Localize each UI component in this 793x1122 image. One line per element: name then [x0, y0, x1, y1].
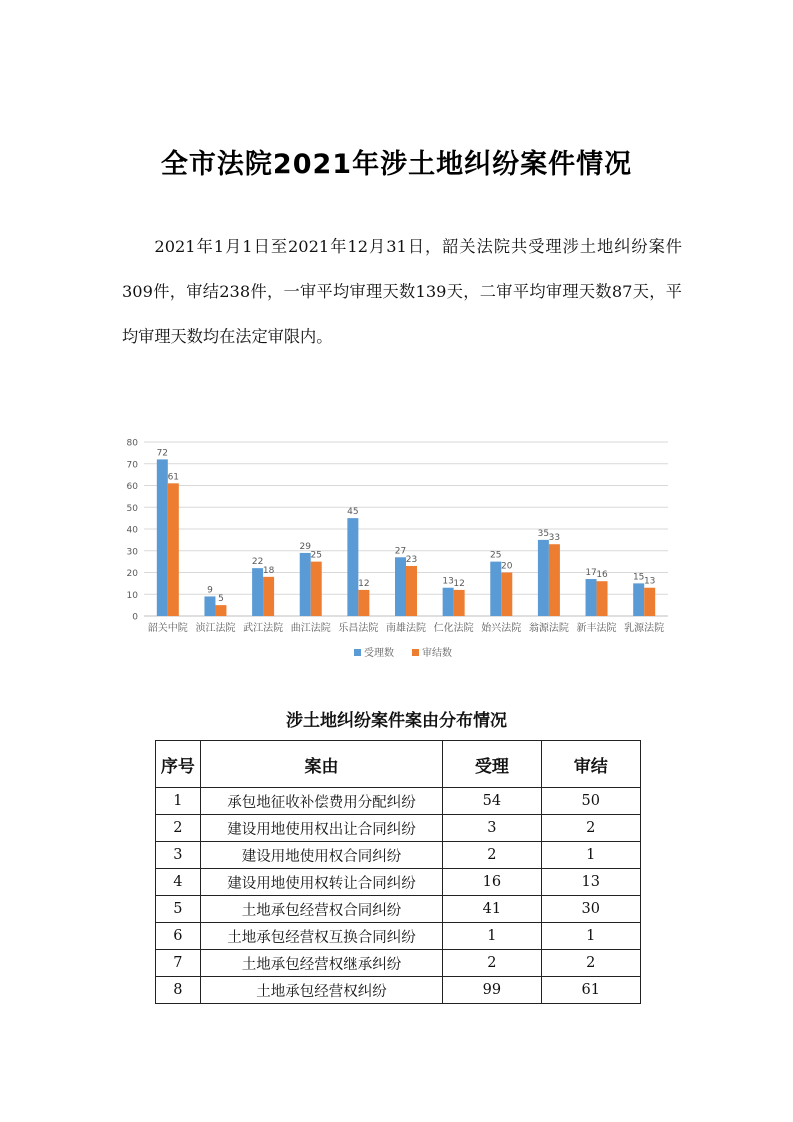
y-tick-label: 0 — [132, 612, 138, 623]
x-tick-label: 韶关中院 — [147, 623, 188, 634]
header-accepted: 受理 — [443, 741, 541, 788]
table-row — [156, 869, 641, 896]
table-row — [156, 788, 641, 815]
cell-concluded: 2 — [541, 815, 640, 842]
cell-index: 3 — [156, 842, 201, 869]
cell-concluded: 2 — [541, 950, 640, 977]
cell-concluded: 61 — [541, 977, 640, 1004]
summary-paragraph: 2021年1月1日至2021年12月31日，韶关法院共受理涉土地纠纷案件309件，审结238件，一审平均审理天数139天，二审平均审理天数87天，平均审理天数均在法定审限内。 — [122, 237, 682, 346]
bar-accepted — [633, 583, 644, 616]
cell-cause: 建设用地使用权合同纠纷 — [200, 842, 442, 869]
x-tick-label: 曲江法院 — [290, 623, 331, 634]
table-row — [156, 950, 641, 977]
data-label: 27 — [394, 546, 407, 557]
data-label: 17 — [585, 568, 597, 579]
cell-index: 2 — [156, 815, 201, 842]
bar-accepted — [395, 557, 406, 616]
bar-accepted — [204, 596, 215, 616]
y-tick-label: 60 — [126, 482, 138, 492]
case-cause-table — [155, 740, 641, 1004]
table-row — [156, 842, 641, 869]
cell-cause: 建设用地使用权转让合同纠纷 — [200, 869, 442, 896]
data-label: 18 — [262, 565, 275, 576]
legend-swatch — [354, 649, 361, 656]
y-tick-label: 80 — [126, 438, 138, 449]
y-tick-label: 40 — [126, 525, 138, 536]
data-label: 29 — [299, 541, 311, 552]
table-header-row — [156, 741, 641, 788]
page-title: 全市法院2021年涉土地纠纷案件情况 — [160, 149, 633, 180]
cell-concluded: 50 — [541, 788, 640, 815]
data-label: 13 — [442, 576, 454, 587]
bar-accepted — [347, 518, 358, 616]
x-tick-label: 始兴法院 — [481, 623, 522, 634]
bar-concluded — [358, 590, 369, 616]
bar-accepted — [443, 588, 454, 616]
y-tick-label: 30 — [126, 547, 138, 558]
data-label: 16 — [596, 570, 608, 581]
bar-concluded — [311, 562, 322, 616]
cell-index: 5 — [156, 896, 201, 923]
cell-concluded: 13 — [541, 869, 640, 896]
x-tick-label: 武江法院 — [243, 623, 284, 634]
cell-cause: 承包地征收补偿费用分配纠纷 — [200, 788, 442, 815]
y-tick-label: 10 — [126, 590, 138, 601]
legend-label: 审结数 — [422, 648, 452, 659]
cell-accepted: 2 — [443, 950, 541, 977]
cell-accepted: 41 — [443, 896, 541, 923]
data-label: 13 — [643, 576, 656, 587]
bar-concluded — [263, 577, 274, 616]
data-label: 12 — [453, 578, 465, 589]
x-tick-label: 新丰法院 — [576, 623, 617, 634]
cell-cause: 土地承包经营权合同纠纷 — [200, 896, 442, 923]
bar-concluded — [168, 483, 179, 616]
table-row — [156, 896, 641, 923]
x-tick-label: 乳源法院 — [624, 623, 665, 634]
court-case-bar-chart — [110, 430, 680, 675]
bar-concluded — [406, 566, 417, 616]
cell-accepted: 54 — [443, 788, 541, 815]
cell-index: 1 — [156, 788, 201, 815]
y-tick-label: 20 — [126, 569, 138, 579]
data-label: 23 — [405, 554, 418, 565]
cell-index: 4 — [156, 869, 201, 896]
x-tick-label: 浈江法院 — [195, 623, 236, 634]
legend-label: 受理数 — [364, 648, 394, 659]
cell-accepted: 3 — [443, 815, 541, 842]
bar-accepted — [252, 568, 263, 616]
cell-accepted: 2 — [443, 842, 541, 869]
x-tick-label: 仁化法院 — [433, 623, 474, 634]
cell-cause: 土地承包经营权继承纠纷 — [200, 950, 442, 977]
bar-concluded — [215, 605, 226, 616]
bar-accepted — [490, 562, 501, 616]
data-label: 5 — [218, 594, 224, 605]
bar-accepted — [300, 553, 311, 616]
table-row — [156, 977, 641, 1004]
cell-index: 8 — [156, 977, 201, 1004]
x-tick-label: 翁源法院 — [528, 623, 569, 634]
y-tick-label: 70 — [126, 460, 138, 471]
table-row — [156, 815, 641, 842]
data-label: 20 — [501, 561, 513, 572]
data-label: 25 — [310, 550, 322, 561]
bar-concluded — [454, 590, 465, 616]
cell-concluded: 30 — [541, 896, 640, 923]
cell-index: 7 — [156, 950, 201, 977]
data-label: 61 — [167, 472, 180, 483]
cell-concluded: 1 — [541, 923, 640, 950]
cell-accepted: 99 — [443, 977, 541, 1004]
data-label: 9 — [207, 585, 213, 596]
data-label: 25 — [490, 550, 502, 561]
cell-index: 6 — [156, 923, 201, 950]
legend-swatch — [412, 649, 419, 656]
data-label: 22 — [251, 557, 264, 568]
cell-accepted: 16 — [443, 869, 541, 896]
header-concluded: 审结 — [541, 741, 640, 788]
cell-cause: 土地承包经营权纠纷 — [200, 977, 442, 1004]
cell-concluded: 1 — [541, 842, 640, 869]
bar-accepted — [586, 579, 597, 616]
cell-cause: 建设用地使用权出让合同纠纷 — [200, 815, 442, 842]
bar-concluded — [501, 573, 512, 617]
bar-accepted — [157, 459, 168, 616]
bar-concluded — [597, 581, 608, 616]
bar-concluded — [644, 588, 655, 616]
data-label: 12 — [358, 578, 370, 589]
bar-concluded — [549, 544, 560, 616]
table-title: 涉土地纠纷案件案由分布情况 — [286, 711, 507, 731]
data-label: 45 — [347, 507, 359, 518]
data-label: 72 — [156, 448, 169, 459]
y-tick-label: 50 — [126, 503, 138, 514]
data-label: 33 — [548, 533, 561, 544]
x-tick-label: 乐昌法院 — [338, 623, 379, 634]
data-label: 15 — [632, 572, 645, 583]
cell-accepted: 1 — [443, 923, 541, 950]
x-tick-label: 南雄法院 — [386, 623, 426, 634]
cell-cause: 土地承包经营权互换合同纠纷 — [200, 923, 442, 950]
table-row — [156, 923, 641, 950]
bar-accepted — [538, 540, 549, 616]
header-index: 序号 — [156, 741, 201, 788]
data-label: 35 — [537, 528, 550, 539]
header-cause: 案由 — [200, 741, 442, 788]
